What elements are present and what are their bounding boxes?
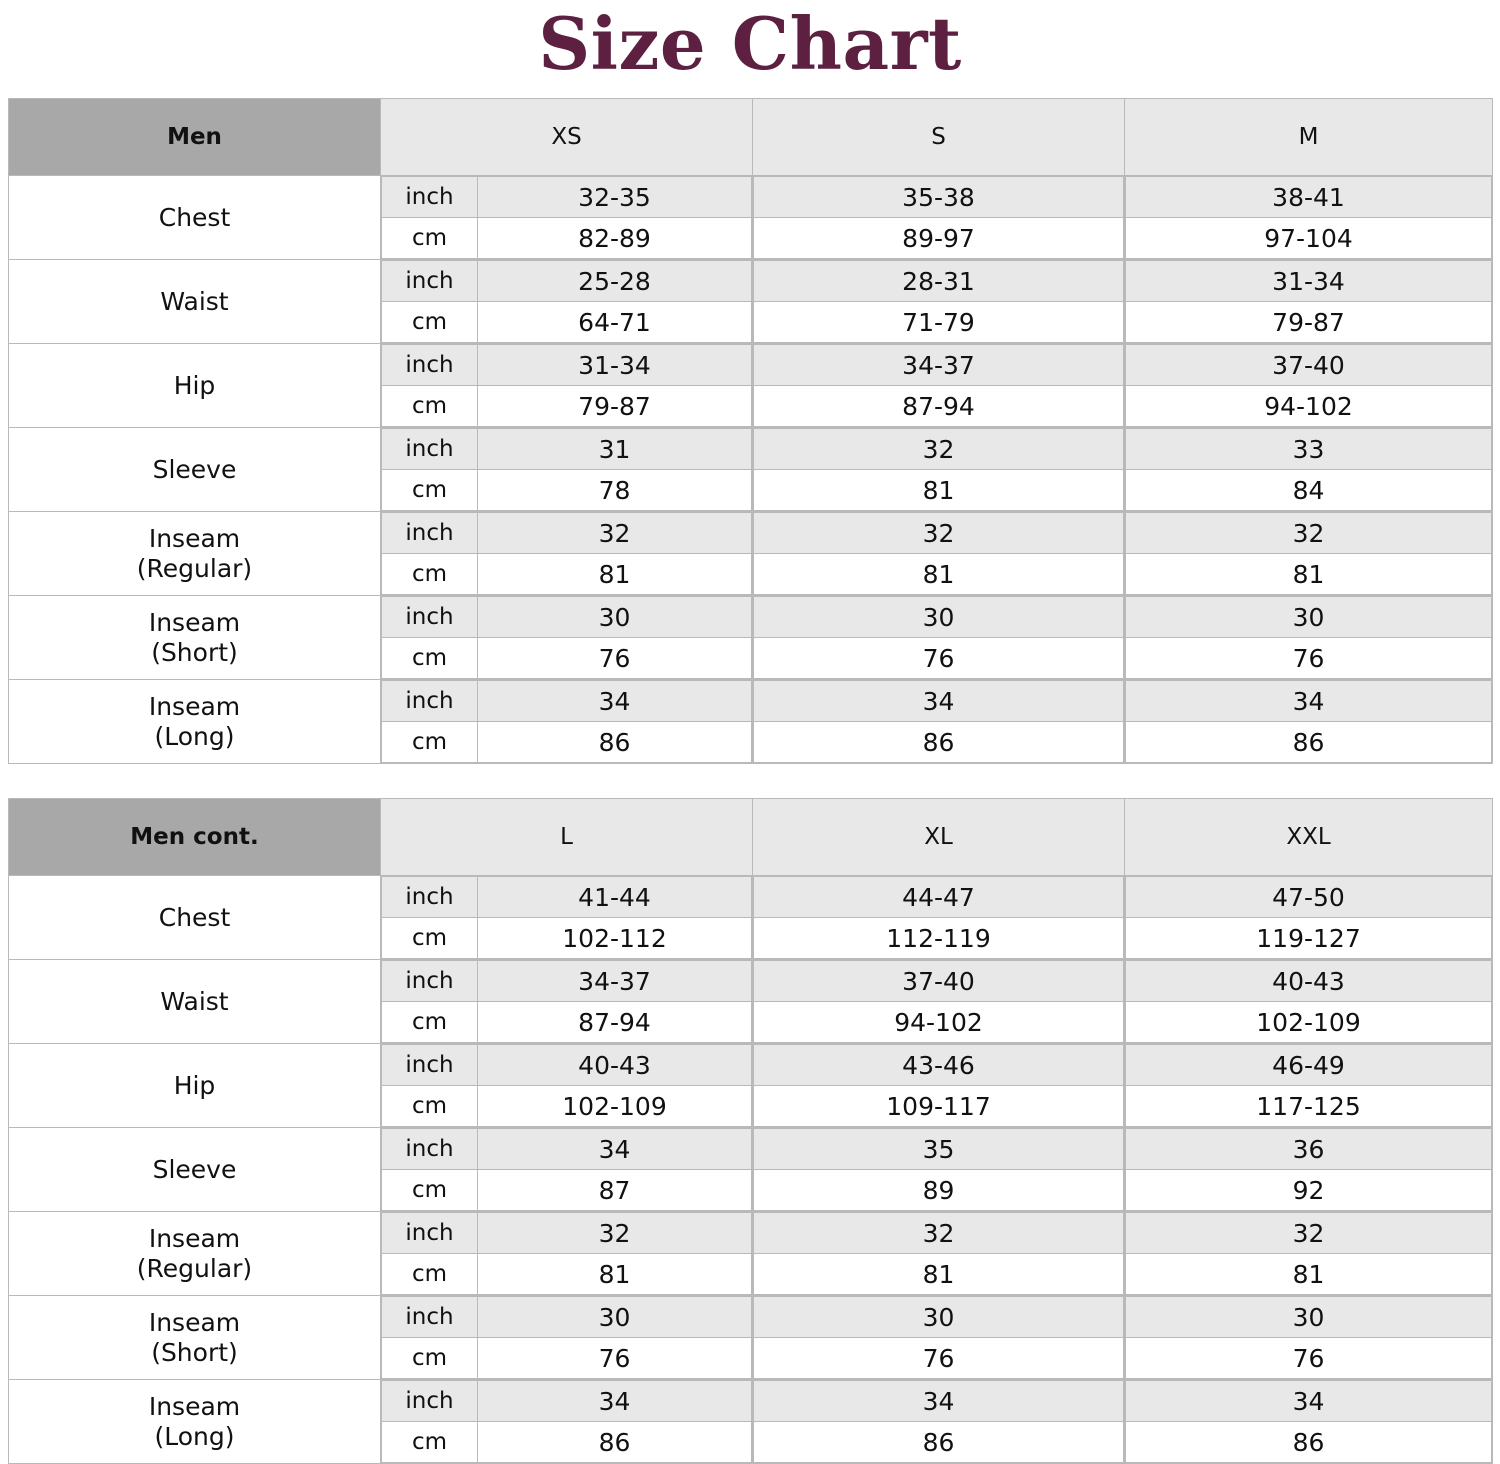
value-cell: 36 [1126,1129,1492,1170]
unit-row-cm [382,470,752,511]
unit-row-cm [1126,638,1492,679]
unit-row-cm [754,218,1124,259]
measure-cell [381,1380,753,1464]
table-header-men-cont [9,799,1493,876]
value-cell: 34-37 [478,961,752,1002]
value-cell: 34 [1126,681,1492,722]
measure-cell [381,876,753,960]
value-cell: 34 [754,1381,1124,1422]
value-cell: 40-43 [478,1045,752,1086]
measure-cell [381,512,753,596]
measure-cell [381,596,753,680]
measure-cell [1125,428,1493,512]
row-label-hip: Hip [9,1044,381,1128]
unit-label: cm [382,1422,478,1463]
value-cell: 25-28 [478,261,752,302]
value-cell: 33 [1126,429,1492,470]
value-cell: 31 [478,429,752,470]
value-cell: 32 [478,1213,752,1254]
unit-row-inch [1126,1213,1492,1254]
table-row [9,876,1493,960]
value-cell: 32-35 [478,177,752,218]
unit-row-cm [754,1002,1124,1043]
header-group-label: Men [9,99,381,176]
unit-label: inch [382,1213,478,1254]
value-cell: 81 [754,470,1124,511]
table-row [9,1044,1493,1128]
unit-label: inch [382,961,478,1002]
unit-row-inch [754,681,1124,722]
unit-row-inch [1126,513,1492,554]
value-cell: 28-31 [754,261,1124,302]
unit-row-inch [382,1297,752,1338]
value-cell: 34 [478,1129,752,1170]
unit-row-inch [754,261,1124,302]
table-header-row [9,99,1493,176]
unit-row-cm [382,302,752,343]
measure-cell [1125,1380,1493,1464]
unit-row-inch [382,681,752,722]
unit-row-inch [382,1381,752,1422]
unit-row-inch [382,513,752,554]
row-label-sleeve: Sleeve [9,1128,381,1212]
unit-row-cm [382,1002,752,1043]
unit-label: inch [382,1381,478,1422]
measure-cell [753,260,1125,344]
measure-cell [753,680,1125,764]
row-label-sleeve: Sleeve [9,428,381,512]
unit-row-inch [1126,1297,1492,1338]
measure-cell [381,1296,753,1380]
value-cell: 30 [754,597,1124,638]
value-cell: 34-37 [754,345,1124,386]
unit-row-cm [1126,722,1492,763]
value-cell: 35-38 [754,177,1124,218]
row-label-inseam-short: Inseam (Short) [9,596,381,680]
unit-label: inch [382,597,478,638]
unit-row-cm [1126,554,1492,595]
value-cell: 102-109 [478,1086,752,1127]
measure-cell [753,596,1125,680]
value-cell: 76 [754,1338,1124,1379]
unit-row-cm [1126,218,1492,259]
unit-row-cm [754,1170,1124,1211]
unit-row-inch [1126,1129,1492,1170]
value-cell: 86 [478,1422,752,1463]
unit-row-inch [382,877,752,918]
unit-row-cm [382,722,752,763]
value-cell: 117-125 [1126,1086,1492,1127]
unit-row-inch [754,1045,1124,1086]
unit-label: inch [382,345,478,386]
measure-cell [1125,260,1493,344]
unit-label: inch [382,1297,478,1338]
unit-row-cm [382,1338,752,1379]
value-cell: 31-34 [478,345,752,386]
value-cell: 76 [478,1338,752,1379]
page-title: Size Chart [538,1,962,86]
table-row [9,344,1493,428]
row-label-chest: Chest [9,876,381,960]
unit-row-inch [1126,1045,1492,1086]
measure-cell [753,1044,1125,1128]
unit-row-cm [1126,302,1492,343]
unit-row-cm [754,302,1124,343]
row-label-waist: Waist [9,960,381,1044]
header-size-xl: XL [753,799,1125,876]
value-cell: 81 [754,554,1124,595]
measure-cell [381,1044,753,1128]
header-group-label: Men cont. [9,799,381,876]
value-cell: 94-102 [1126,386,1492,427]
value-cell: 31-34 [1126,261,1492,302]
value-cell: 86 [478,722,752,763]
value-cell: 30 [754,1297,1124,1338]
table-row [9,1128,1493,1212]
measure-cell [1125,1044,1493,1128]
value-cell: 81 [1126,554,1492,595]
value-cell: 102-112 [478,918,752,959]
table-header-men [9,99,1493,176]
measure-cell [1125,680,1493,764]
value-cell: 37-40 [1126,345,1492,386]
table-row [9,680,1493,764]
unit-row-inch [1126,681,1492,722]
unit-row-inch [382,961,752,1002]
value-cell: 32 [1126,1213,1492,1254]
unit-row-cm [754,1422,1124,1463]
value-cell: 44-47 [754,877,1124,918]
value-cell: 94-102 [754,1002,1124,1043]
value-cell: 37-40 [754,961,1124,1002]
value-cell: 102-109 [1126,1002,1492,1043]
header-size-s: S [753,99,1125,176]
value-cell: 30 [478,597,752,638]
unit-label: cm [382,638,478,679]
value-cell: 86 [1126,1422,1492,1463]
unit-label: cm [382,1170,478,1211]
unit-row-inch [382,597,752,638]
table-separator [8,764,1492,798]
table-row [9,1380,1493,1464]
value-cell: 78 [478,470,752,511]
value-cell: 38-41 [1126,177,1492,218]
unit-row-cm [382,918,752,959]
unit-label: cm [382,554,478,595]
unit-row-inch [382,1213,752,1254]
value-cell: 119-127 [1126,918,1492,959]
row-label-inseam-long: Inseam (Long) [9,1380,381,1464]
measure-cell [753,1296,1125,1380]
table-row [9,260,1493,344]
value-cell: 84 [1126,470,1492,511]
unit-row-cm [382,554,752,595]
measure-cell [753,512,1125,596]
unit-row-inch [754,1381,1124,1422]
table-body-men-cont [9,876,1493,1464]
value-cell: 87-94 [754,386,1124,427]
unit-row-inch [754,177,1124,218]
value-cell: 81 [478,554,752,595]
measure-cell [381,344,753,428]
unit-row-inch [1126,177,1492,218]
unit-label: inch [382,261,478,302]
unit-row-inch [754,1213,1124,1254]
value-cell: 34 [1126,1381,1492,1422]
table-row [9,1296,1493,1380]
unit-row-cm [754,386,1124,427]
value-cell: 43-46 [754,1045,1124,1086]
value-cell: 76 [754,638,1124,679]
unit-row-inch [754,513,1124,554]
unit-label: inch [382,1045,478,1086]
value-cell: 87-94 [478,1002,752,1043]
unit-row-inch [382,177,752,218]
unit-row-inch [1126,429,1492,470]
unit-row-inch [1126,261,1492,302]
measure-cell [753,428,1125,512]
unit-label: inch [382,429,478,470]
unit-row-cm [382,1170,752,1211]
measure-cell [1125,512,1493,596]
unit-label: cm [382,918,478,959]
value-cell: 47-50 [1126,877,1492,918]
unit-row-cm [754,1086,1124,1127]
unit-label: cm [382,722,478,763]
unit-row-cm [754,722,1124,763]
measure-cell [753,344,1125,428]
unit-row-cm [1126,1422,1492,1463]
unit-label: cm [382,1338,478,1379]
unit-row-inch [754,429,1124,470]
table-row [9,1212,1493,1296]
unit-row-cm [1126,1254,1492,1295]
value-cell: 41-44 [478,877,752,918]
row-label-inseam-short: Inseam (Short) [9,1296,381,1380]
value-cell: 34 [754,681,1124,722]
value-cell: 30 [478,1297,752,1338]
value-cell: 46-49 [1126,1045,1492,1086]
measure-cell [381,960,753,1044]
measure-cell [381,428,753,512]
value-cell: 32 [754,1213,1124,1254]
measure-cell [381,260,753,344]
measure-cell [1125,876,1493,960]
measure-cell [753,876,1125,960]
value-cell: 81 [1126,1254,1492,1295]
unit-row-inch [754,597,1124,638]
unit-label: cm [382,470,478,511]
value-cell: 81 [754,1254,1124,1295]
measure-cell [1125,1212,1493,1296]
unit-row-inch [754,1297,1124,1338]
value-cell: 81 [478,1254,752,1295]
value-cell: 35 [754,1129,1124,1170]
row-label-inseam-long: Inseam (Long) [9,680,381,764]
measure-cell [753,1212,1125,1296]
value-cell: 79-87 [1126,302,1492,343]
value-cell: 109-117 [754,1086,1124,1127]
value-cell: 79-87 [478,386,752,427]
measure-cell [753,1128,1125,1212]
measure-cell [753,176,1125,260]
unit-label: cm [382,1086,478,1127]
value-cell: 30 [1126,1297,1492,1338]
unit-row-cm [754,638,1124,679]
unit-label: inch [382,877,478,918]
value-cell: 32 [754,513,1124,554]
value-cell: 71-79 [754,302,1124,343]
value-cell: 76 [1126,1338,1492,1379]
unit-label: cm [382,218,478,259]
size-table-men-cont [8,798,1493,1464]
row-label-waist: Waist [9,260,381,344]
value-cell: 89 [754,1170,1124,1211]
value-cell: 32 [754,429,1124,470]
value-cell: 76 [478,638,752,679]
header-size-xs: XS [381,99,753,176]
measure-cell [1125,596,1493,680]
value-cell: 32 [1126,513,1492,554]
measure-cell [1125,1128,1493,1212]
row-label-chest: Chest [9,176,381,260]
unit-row-cm [382,1086,752,1127]
value-cell: 87 [478,1170,752,1211]
unit-row-inch [1126,345,1492,386]
value-cell: 34 [478,1381,752,1422]
unit-row-cm [382,218,752,259]
value-cell: 40-43 [1126,961,1492,1002]
value-cell: 76 [1126,638,1492,679]
row-label-inseam-regular: Inseam (Regular) [9,1212,381,1296]
measure-cell [753,960,1125,1044]
unit-label: cm [382,386,478,427]
table-row [9,512,1493,596]
measure-cell [1125,1296,1493,1380]
unit-row-inch [382,345,752,386]
measure-cell [1125,176,1493,260]
size-table-men [8,98,1493,764]
unit-label: cm [382,1002,478,1043]
unit-row-inch [1126,877,1492,918]
value-cell: 86 [754,1422,1124,1463]
unit-row-cm [754,1338,1124,1379]
unit-row-inch [1126,1381,1492,1422]
row-label-hip: Hip [9,344,381,428]
unit-row-cm [754,918,1124,959]
measure-cell [381,1128,753,1212]
unit-row-cm [1126,1170,1492,1211]
header-size-m: M [1125,99,1493,176]
unit-row-cm [1126,1002,1492,1043]
table-row [9,596,1493,680]
unit-label: inch [382,1129,478,1170]
value-cell: 34 [478,681,752,722]
unit-row-inch [382,1045,752,1086]
table-row [9,428,1493,512]
unit-row-cm [754,554,1124,595]
table-row [9,960,1493,1044]
unit-row-inch [754,1129,1124,1170]
value-cell: 82-89 [478,218,752,259]
measure-cell [381,176,753,260]
unit-row-cm [1126,470,1492,511]
table-row [9,176,1493,260]
unit-row-cm [1126,1338,1492,1379]
value-cell: 92 [1126,1170,1492,1211]
value-cell: 86 [754,722,1124,763]
unit-row-cm [382,638,752,679]
unit-label: cm [382,302,478,343]
value-cell: 30 [1126,597,1492,638]
unit-row-cm [754,470,1124,511]
unit-row-cm [1126,386,1492,427]
unit-row-cm [382,386,752,427]
value-cell: 97-104 [1126,218,1492,259]
unit-row-inch [754,961,1124,1002]
unit-row-cm [1126,1086,1492,1127]
unit-row-cm [382,1254,752,1295]
unit-row-inch [754,877,1124,918]
unit-label: cm [382,1254,478,1295]
header-size-xxl: XXL [1125,799,1493,876]
row-label-inseam-regular: Inseam (Regular) [9,512,381,596]
measure-cell [753,1380,1125,1464]
unit-row-inch [1126,961,1492,1002]
unit-label: inch [382,177,478,218]
unit-row-inch [754,345,1124,386]
unit-row-inch [1126,597,1492,638]
unit-row-cm [1126,918,1492,959]
unit-row-inch [382,429,752,470]
unit-row-cm [754,1254,1124,1295]
value-cell: 64-71 [478,302,752,343]
value-cell: 89-97 [754,218,1124,259]
measure-cell [381,1212,753,1296]
measure-cell [381,680,753,764]
unit-row-inch [382,261,752,302]
unit-row-inch [382,1129,752,1170]
table-header-row [9,799,1493,876]
value-cell: 32 [478,513,752,554]
unit-label: inch [382,681,478,722]
measure-cell [1125,960,1493,1044]
table-body-men [9,176,1493,764]
unit-row-cm [382,1422,752,1463]
measure-cell [1125,344,1493,428]
header-size-l: L [381,799,753,876]
unit-label: inch [382,513,478,554]
value-cell: 86 [1126,722,1492,763]
value-cell: 112-119 [754,918,1124,959]
